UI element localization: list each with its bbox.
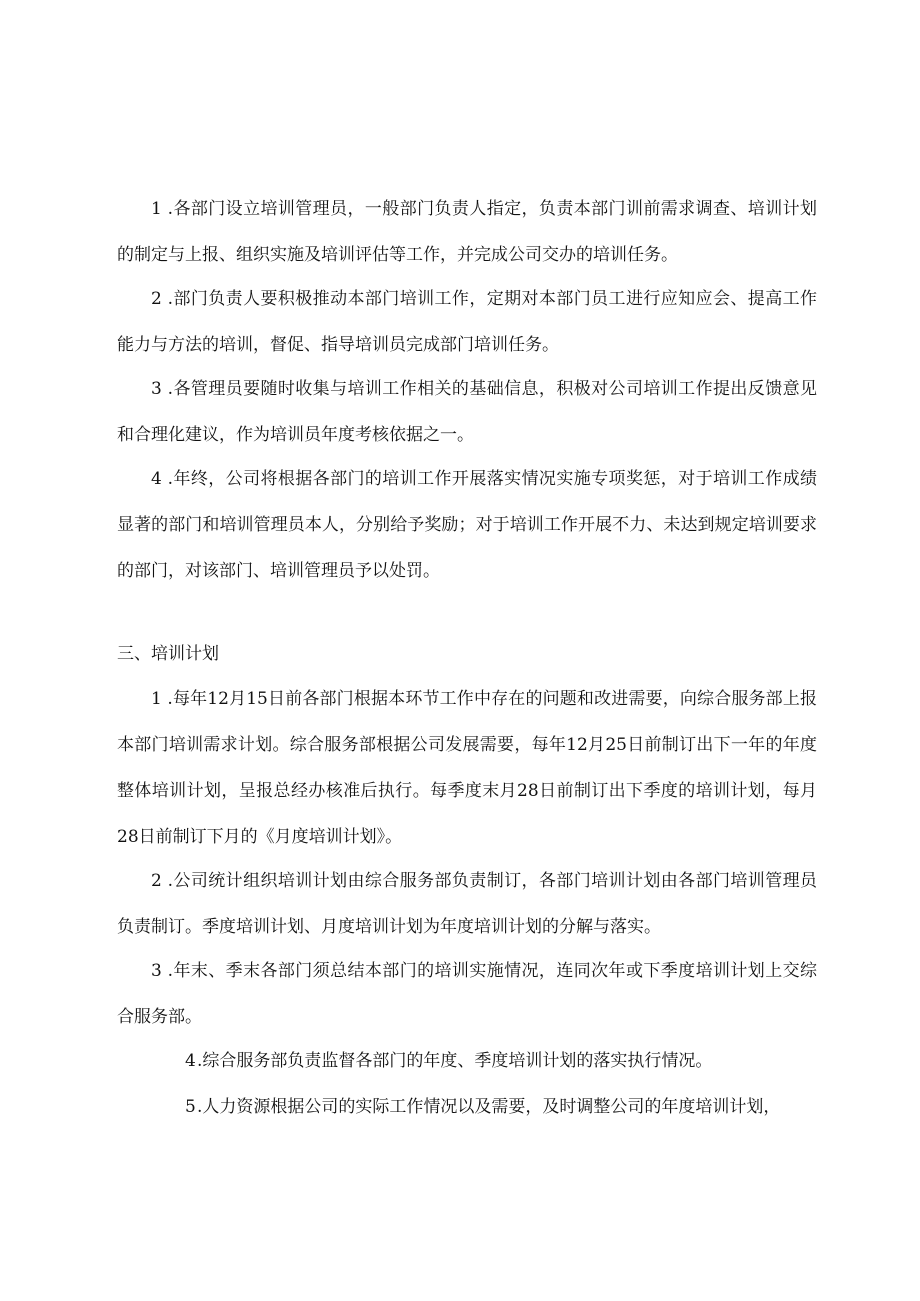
list-item (117, 186, 817, 278)
item-number: 1 (151, 689, 162, 709)
item-number: 5 (185, 1097, 196, 1117)
list-item (117, 1084, 817, 1130)
item-text: .年末、季末各部门须总结本部门的培训实施情况，连同次年或下季度培训计划上交综合服务部。 (117, 961, 817, 1027)
item-text: .各部门设立培训管理员，一般部门负责人指定，负责本部门训前需求调查、培训计划的制定与上报、组织实施及培训评估等工作，并完成公司交办的培训任务。 (117, 199, 817, 265)
list-item (117, 276, 817, 368)
item-text: .公司统计组织培训计划由综合服务部负责制订，各部门培训计划由各部门培训管理员负责制订。季度培训计划、月度培训计划为年度培训计划的分解与落实。 (117, 871, 817, 937)
item-number: 4 (185, 1051, 196, 1071)
item-number: 3 (151, 379, 162, 399)
list-item (117, 366, 817, 458)
item-number: 4 (151, 469, 162, 489)
item-text: .各管理员要随时收集与培训工作相关的基础信息，积极对公司培训工作提出反馈意见和合理化建议，作为培训员年度考核依据之一。 (117, 379, 817, 445)
section-2-list (117, 186, 817, 278)
item-text: .部门负责人要积极推动本部门培训工作，定期对本部门员工进行应知应会、提高工作能力与方法的培训，督促、指导培训员完成部门培训任务。 (117, 289, 817, 355)
item-number: 2 (151, 289, 162, 309)
section-2-list (117, 366, 817, 458)
section-3-list (117, 1084, 817, 1130)
item-number: 1 (151, 199, 162, 219)
section-heading: 三、培训计划 (117, 644, 219, 664)
list-item (117, 676, 817, 860)
list-item (117, 858, 817, 950)
section-2-list (117, 276, 817, 368)
section-2-list (117, 456, 817, 594)
item-text: .年终，公司将根据各部门的培训工作开展落实情况实施专项奖惩，对于培训工作成绩显著的部门和培训管理员本人，分别给予奖励；对于培训工作开展不力、未达到规定培训要求的部门，对该部门、培训管理员予以处罚。 (117, 469, 817, 581)
section-3-list (117, 1038, 817, 1084)
section-3-list (117, 858, 817, 950)
item-text: .人力资源根据公司的实际工作情况以及需要，及时调整公司的年度培训计划， (197, 1097, 781, 1117)
section-3-list (117, 948, 817, 1040)
item-text: .综合服务部负责监督各部门的年度、季度培训计划的落实执行情况。 (197, 1051, 713, 1071)
section-3-header (117, 631, 817, 677)
item-number: 3 (151, 961, 162, 981)
list-item (117, 456, 817, 594)
item-text: .每年12月15日前各部门根据本环节工作中存在的问题和改进需要，向综合服务部上报本部门培训需求计划。综合服务部根据公司发展需要，每年12月25日前制订出下一年的年度整体培训计划，呈报总经办核准后执行。每季度末月28日前制订出下季度的培训计划，每月28日前制订下月的《月度培训计划》。 (117, 689, 818, 847)
section-3-list (117, 676, 817, 860)
item-number: 2 (151, 871, 162, 891)
list-item (117, 948, 817, 1040)
list-item (117, 1038, 817, 1084)
